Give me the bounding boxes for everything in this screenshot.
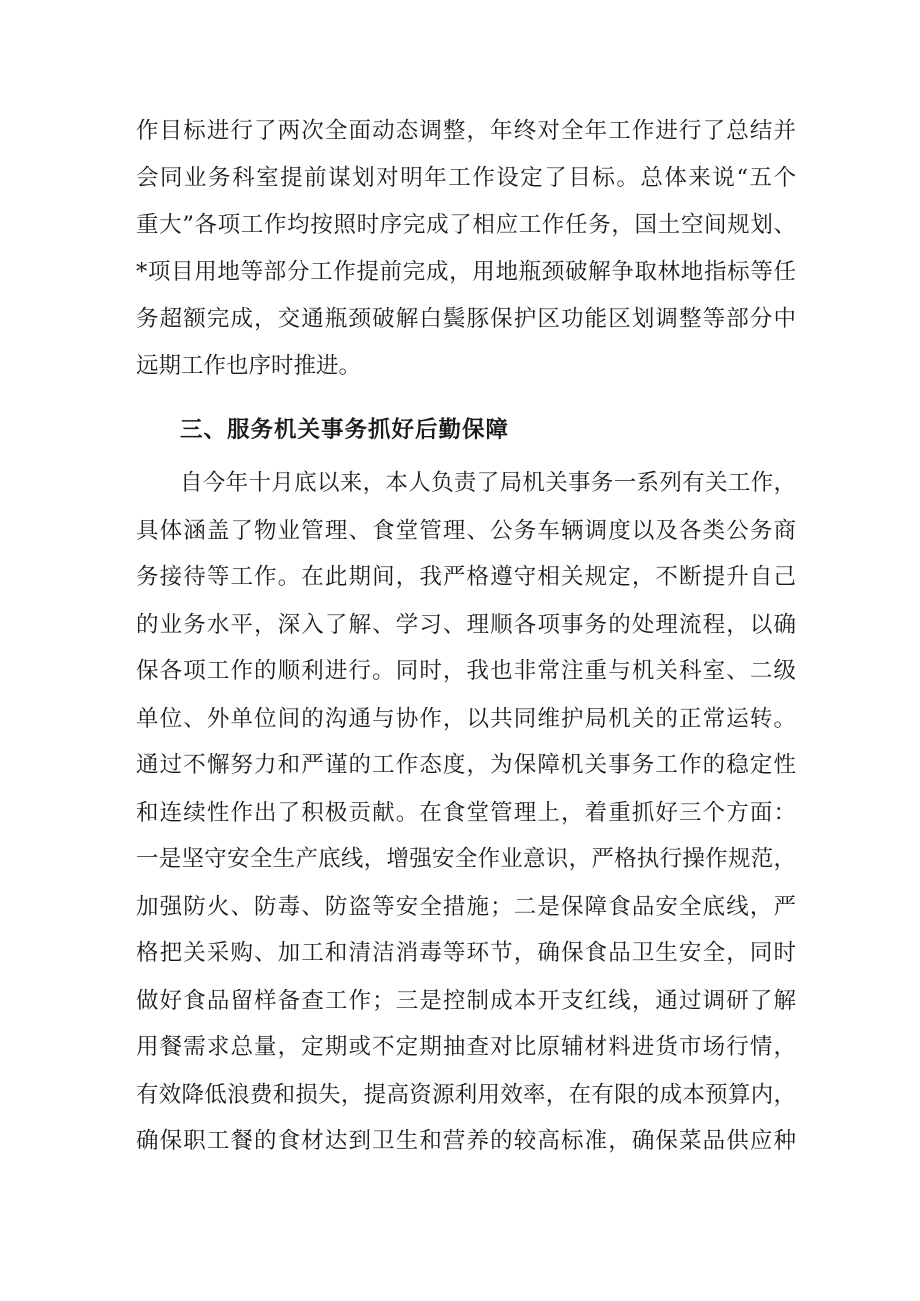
paragraph-line: 作目标进行了两次全面动态调整，年终对全年工作进行了总结并 <box>136 118 796 144</box>
paragraph-line: 重大”各项工作均按照时序完成了相应工作任务，国土空间规划、 <box>136 212 796 238</box>
paragraph-line: 会同业务科室提前谋划对明年工作设定了目标。总体来说“五个 <box>136 165 796 191</box>
paragraph-line: 用餐需求总量，定期或不定期抽查对比原辅材料进货市场行情， <box>136 1034 796 1060</box>
paragraph-line: 做好食品留样备查工作；三是控制成本开支红线，通过调研了解 <box>136 988 796 1014</box>
paragraph-line: 具体涵盖了物业管理、食堂管理、公务车辆调度以及各类公务商 <box>136 518 796 544</box>
paragraph-line: 务超额完成，交通瓶颈破解白鬓豚保护区功能区划调整等部分中 <box>136 306 796 332</box>
paragraph-line: 确保职工餐的食材达到卫生和营养的较高标准，确保菜品供应种 <box>136 1128 796 1154</box>
paragraph-line: 和连续性作出了积极贡献。在食堂管理上，着重抓好三个方面： <box>136 800 796 826</box>
paragraph-line: 单位、外单位间的沟通与协作，以共同维护局机关的正常运转。 <box>136 706 796 732</box>
paragraph-line: 保各项工作的顺利进行。同时，我也非常注重与机关科室、二级 <box>136 658 796 684</box>
section-heading: 三、服务机关事务抓好后勤保障 <box>180 417 510 443</box>
paragraph-line: 远期工作也序时推进。 <box>136 353 362 379</box>
paragraph-line: *项目用地等部分工作提前完成，用地瓶颈破解争取林地指标等任 <box>136 259 796 285</box>
paragraph-line: 格把关采购、加工和清洁消毒等环节，确保食品卫生安全，同时 <box>136 940 796 966</box>
paragraph-line: 有效降低浪费和损失，提高资源利用效率，在有限的成本预算内， <box>136 1082 796 1108</box>
paragraph-line: 加强防火、防毒、防盗等安全措施；二是保障食品安全底线，严 <box>136 894 796 920</box>
paragraph-line: 务接待等工作。在此期间，我严格遵守相关规定，不断提升自己 <box>136 564 796 590</box>
paragraph-line: 一是坚守安全生产底线，增强安全作业意识，严格执行操作规范， <box>136 846 796 872</box>
paragraph-line: 通过不懈努力和严谨的工作态度，为保障机关事务工作的稳定性 <box>136 752 796 778</box>
paragraph-line: 的业务水平，深入了解、学习、理顺各项事务的处理流程，以确 <box>136 612 796 638</box>
paragraph-line: 自今年十月底以来，本人负责了局机关事务一系列有关工作， <box>180 470 796 496</box>
